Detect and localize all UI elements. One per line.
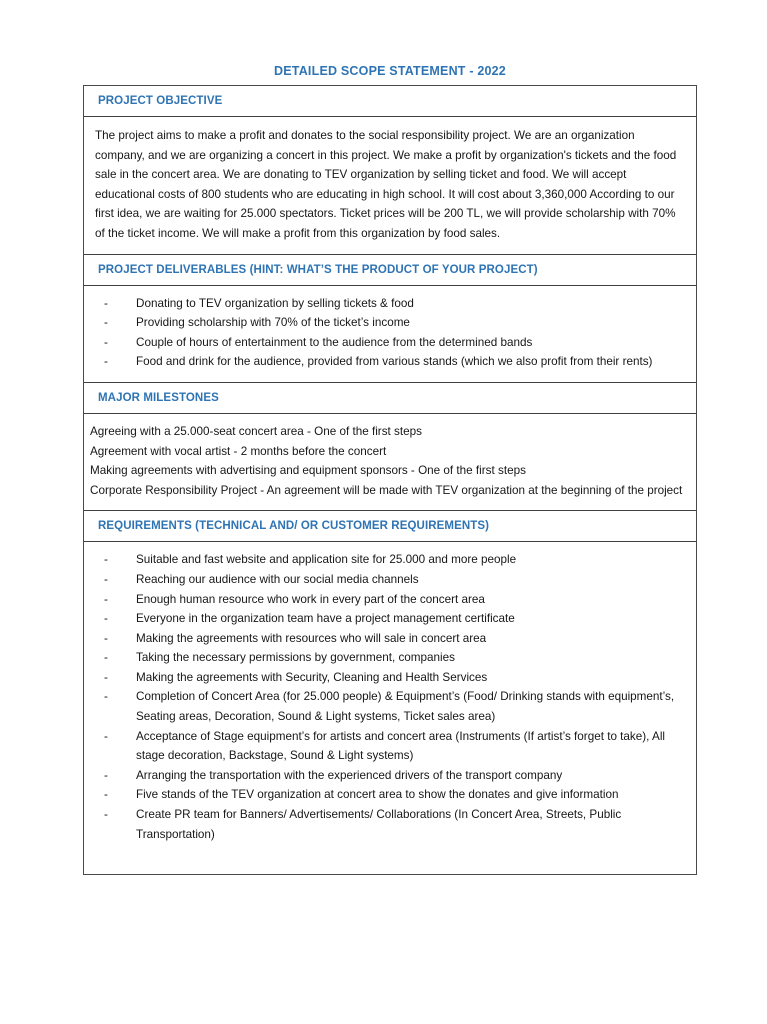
list-item — [84, 629, 682, 649]
list-item-text: Donating to TEV organization by selling tickets & food — [136, 296, 414, 310]
dash-marker-icon: - — [104, 296, 108, 310]
list-item — [84, 570, 682, 590]
section-body-project-objective — [84, 117, 696, 254]
list-item-text: Five stands of the TEV organization at concert area to show the donates and give information — [136, 788, 619, 802]
dash-marker-icon: - — [104, 788, 108, 802]
section-header-project-deliverables: PROJECT DELIVERABLES (HINT: WHAT’S THE PRODUCT OF YOUR PROJECT) — [84, 254, 696, 286]
dash-marker-icon: - — [104, 572, 108, 586]
section-body-project-deliverables — [84, 286, 696, 382]
section-body-major-milestones — [84, 414, 696, 510]
list-item — [84, 550, 682, 570]
list-item — [84, 805, 682, 844]
list-item-text: Couple of hours of entertainment to the audience from the determined bands — [136, 335, 533, 349]
list-item: Corporate Responsibility Project - An agreement will be made with TEV organization at the beginning of the project — [90, 483, 683, 497]
dash-marker-icon: - — [104, 553, 108, 567]
section-header-major-milestones: MAJOR MILESTONES — [84, 382, 696, 414]
dash-marker-icon: - — [104, 355, 108, 369]
list-item — [84, 727, 682, 766]
list-item — [84, 668, 682, 688]
list-item-text: Acceptance of Stage equipment’s for artists and concert area (Instruments (If artist’s forget to take), All stage decoration, Backstage, Sound & Light systems) — [136, 729, 666, 763]
dash-marker-icon: - — [104, 690, 108, 704]
list-item: Agreement with vocal artist - 2 months before the concert — [90, 444, 387, 458]
dash-marker-icon: - — [104, 612, 108, 626]
list-item-text: Create PR team for Banners/ Advertisements/ Collaborations (In Concert Area, Streets, Public Transportation) — [136, 808, 622, 841]
section-header-requirements: REQUIREMENTS (TECHNICAL AND/ OR CUSTOMER REQUIREMENTS) — [84, 510, 696, 542]
list-item — [84, 590, 682, 610]
list-item-text: Reaching our audience with our social media channels — [136, 572, 419, 586]
list-item-text: Arranging the transportation with the experienced drivers of the transport company — [136, 768, 563, 782]
list-item — [84, 609, 682, 629]
list-item — [84, 352, 682, 372]
list-item — [84, 687, 682, 726]
section-header-project-objective: PROJECT OBJECTIVE — [84, 86, 696, 117]
deliverables-list — [84, 294, 682, 372]
list-item — [84, 313, 682, 333]
list-item-text: Enough human resource who work in every part of the concert area — [136, 592, 485, 606]
list-item-text: Suitable and fast website and application site for 25.000 and more people — [136, 553, 517, 567]
list-item — [84, 294, 682, 314]
requirements-list — [84, 550, 682, 844]
list-item: Agreeing with a 25.000-seat concert area - One of the first steps — [90, 424, 422, 438]
list-item — [84, 785, 682, 805]
list-item-text: Completion of Concert Area (for 25.000 people) & Equipment’s (Food/ Drinking stands with equipment’s, Seating areas, Decoration, Sound & Light systems, Ticket sales area) — [136, 690, 675, 724]
list-item-text: Taking the necessary permissions by government, companies — [136, 651, 455, 665]
dash-marker-icon: - — [104, 651, 108, 665]
dash-marker-icon: - — [104, 316, 108, 330]
list-item-text: Food and drink for the audience, provided from various stands (which we also profit from their rents) — [136, 355, 653, 369]
dash-marker-icon: - — [104, 592, 108, 606]
document-title: DETAILED SCOPE STATEMENT - 2022 — [274, 64, 506, 78]
dash-marker-icon: - — [104, 631, 108, 645]
section-body-requirements — [84, 542, 696, 874]
milestones-list — [89, 422, 688, 500]
list-item-text: Everyone in the organization team have a project management certificate — [136, 612, 515, 626]
dash-marker-icon: - — [104, 335, 108, 349]
dash-marker-icon: - — [104, 768, 108, 782]
dash-marker-icon: - — [104, 729, 108, 743]
dash-marker-icon: - — [104, 670, 108, 684]
scope-statement-table — [83, 85, 697, 875]
list-item — [84, 333, 682, 353]
dash-marker-icon: - — [104, 808, 108, 822]
list-item-text: Making the agreements with resources who will sale in concert area — [136, 631, 487, 645]
project-objective-paragraph: The project aims to make a profit and donates to the social responsibility project. We are an organization company, and we are organizing a concert in this project. We make a profit by organization's tickets and the food sale in the concert area. We are donating to TEV organization by selling ticket and food. We will accept educational costs of 800 students who are educating in high school. It will cost about 3,360,000 According to our first idea, we are waiting for 25.000 spectators. Ticket prices will be 200 TL, we will provide scholarship with 70% of the ticket income. We will make a profit from this organization by food sales. — [95, 129, 677, 240]
list-item — [84, 648, 682, 668]
list-item-text: Providing scholarship with 70% of the ticket’s income — [136, 316, 410, 330]
list-item: Making agreements with advertising and equipment sponsors - One of the first steps — [90, 464, 526, 478]
list-item — [84, 766, 682, 786]
list-item-text: Making the agreements with Security, Cleaning and Health Services — [136, 670, 488, 684]
